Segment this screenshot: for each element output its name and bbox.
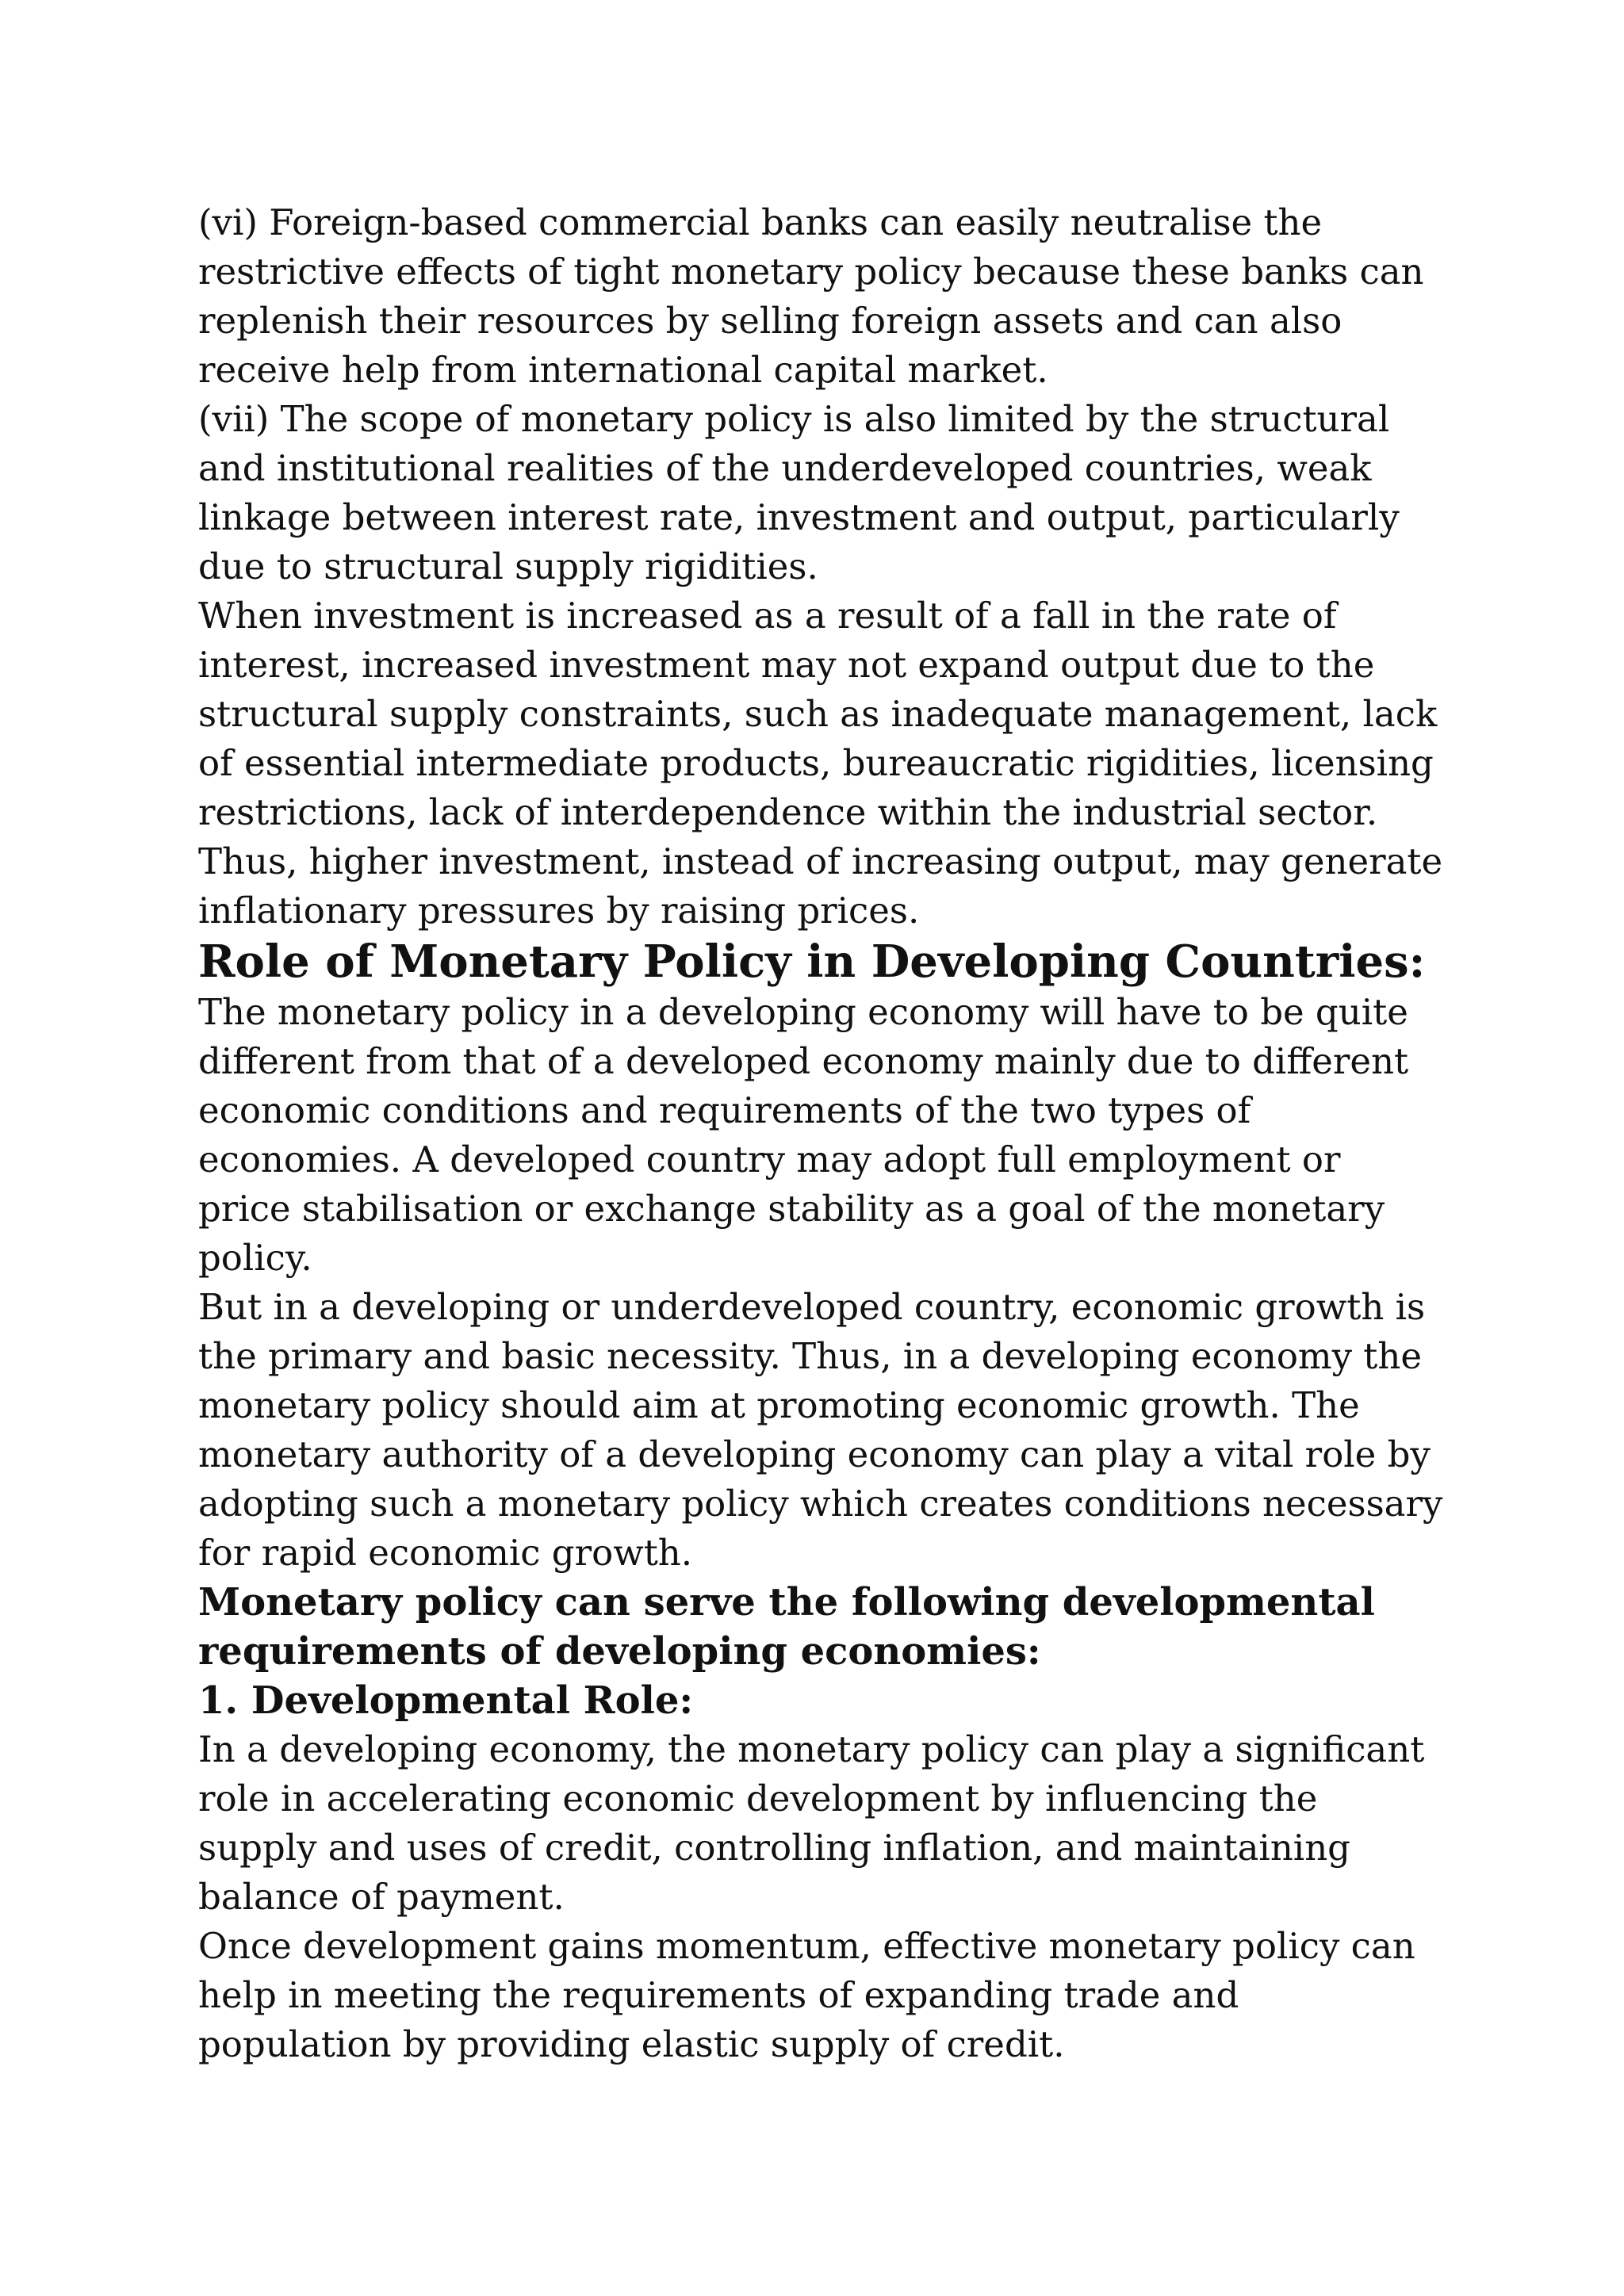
text-line: population by providing elastic supply of credit.	[198, 2023, 1065, 2065]
text-line: economic conditions and requirements of the two types of	[198, 1089, 1251, 1131]
paragraph-investment	[198, 591, 1483, 936]
text-line: of essential intermediate products, bureaucratic rigidities, licensing	[198, 742, 1434, 784]
text-line: (vi) Foreign-based commercial banks can easily neutralise the	[198, 201, 1323, 243]
paragraph-vi	[198, 198, 1483, 395]
text-line: interest, increased investment may not expand output due to the	[198, 644, 1375, 686]
text-line: Once development gains momentum, effective monetary policy can	[198, 1925, 1415, 1967]
text-line: But in a developing or underdeveloped country, economic growth is	[198, 1286, 1426, 1328]
subheading-developmental-role	[198, 1676, 1483, 1725]
text-line: policy.	[198, 1237, 312, 1279]
text-line: balance of payment.	[198, 1876, 565, 1918]
document-page	[198, 198, 1483, 2069]
text-line: Thus, higher investment, instead of increasing output, may generate	[198, 840, 1443, 882]
text-line: adopting such a monetary policy which creates conditions necessary	[198, 1483, 1443, 1525]
text-line: different from that of a developed economy mainly due to different	[198, 1040, 1409, 1082]
paragraph-vii	[198, 395, 1483, 591]
text-line: In a developing economy, the monetary policy can play a significant	[198, 1728, 1425, 1770]
text-line: and institutional realities of the underdeveloped countries, weak	[198, 447, 1372, 489]
section-heading: Role of Monetary Policy in Developing Countries:	[198, 936, 1426, 988]
paragraph-economic-growth	[198, 1283, 1483, 1578]
text-line: supply and uses of credit, controlling inflation, and maintaining	[198, 1827, 1350, 1869]
text-line: the primary and basic necessity. Thus, in a developing economy the	[198, 1335, 1423, 1377]
text-line: help in meeting the requirements of expanding trade and	[198, 1974, 1239, 2016]
text-line: When investment is increased as a result of a fall in the rate of	[198, 595, 1337, 637]
text-line: role in accelerating economic development by influencing the	[198, 1777, 1318, 1820]
paragraph-developmental-role	[198, 1725, 1483, 1922]
subheading-text: 1. Developmental Role:	[198, 1678, 694, 1723]
text-line: monetary authority of a developing economy can play a vital role by	[198, 1433, 1431, 1475]
text-line: receive help from international capital market.	[198, 349, 1048, 391]
text-line: (vii) The scope of monetary policy is also limited by the structural	[198, 398, 1390, 440]
text-line: monetary policy should aim at promoting economic growth. The	[198, 1384, 1360, 1426]
paragraph-momentum	[198, 1922, 1483, 2069]
text-line: for rapid economic growth.	[198, 1532, 693, 1574]
text-line: The monetary policy in a developing economy will have to be quite	[198, 991, 1408, 1033]
bold-intro	[198, 1578, 1483, 1676]
bold-text-line: requirements of developing economies:	[198, 1629, 1041, 1674]
paragraph-developing-economy	[198, 988, 1483, 1283]
bold-text-line: Monetary policy can serve the following developmental	[198, 1580, 1375, 1624]
text-line: restrictive effects of tight monetary policy because these banks can	[198, 251, 1424, 293]
text-line: restrictions, lack of interdependence within the industrial sector.	[198, 791, 1378, 833]
text-line: structural supply constraints, such as inadequate management, lack	[198, 693, 1438, 735]
text-line: linkage between interest rate, investment and output, particularly	[198, 496, 1400, 538]
text-line: economies. A developed country may adopt full employment or	[198, 1138, 1341, 1181]
text-line: due to structural supply rigidities.	[198, 545, 818, 587]
text-line: inflationary pressures by raising prices.	[198, 890, 920, 932]
text-line: price stabilisation or exchange stability as a goal of the monetary	[198, 1188, 1385, 1230]
text-line: replenish their resources by selling foreign assets and can also	[198, 300, 1342, 342]
